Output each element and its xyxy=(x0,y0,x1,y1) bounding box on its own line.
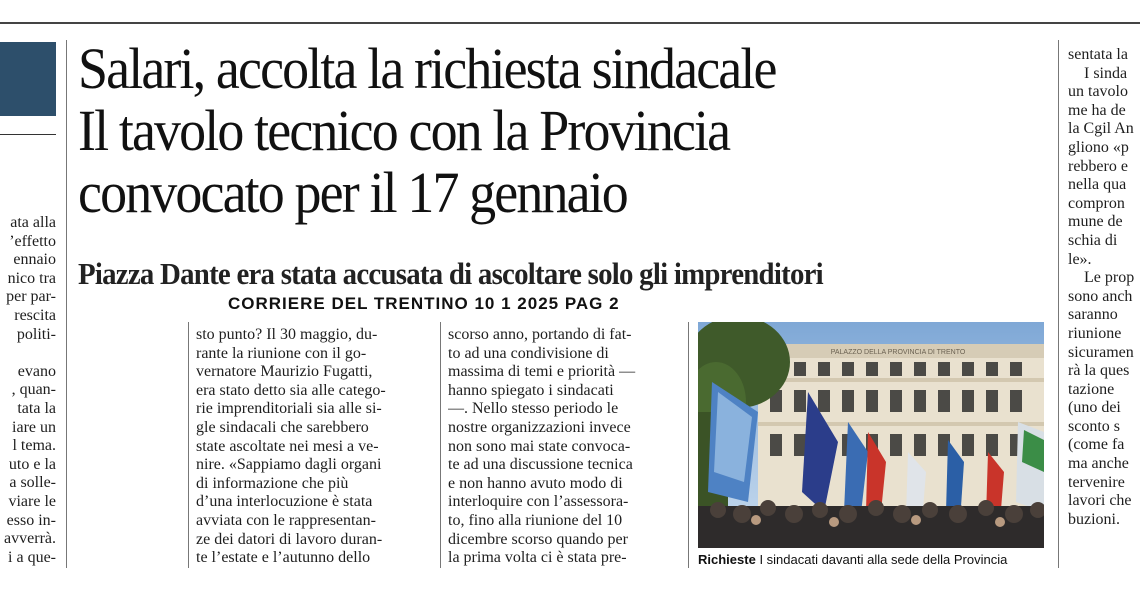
text-line: te l’estate e l’autunno dello xyxy=(196,549,371,567)
text-line: avviata con le rappresentan- xyxy=(196,511,376,529)
article-column-1 xyxy=(196,326,432,568)
text-line: tata la xyxy=(17,399,56,417)
text-line: gliono «p xyxy=(1068,138,1129,156)
building-inscription: PALAZZO DELLA PROVINCIA DI TRENTO xyxy=(830,349,966,356)
text-line: rie imprenditoriali sia alle si- xyxy=(196,400,382,418)
column-rule-1 xyxy=(188,322,189,568)
text-line: vernatore Maurizio Fugatti, xyxy=(196,363,373,381)
text-line: Le prop xyxy=(1084,269,1135,287)
text-line: scorso anno, portando di fat- xyxy=(448,326,632,343)
text-line: to ad una condivisione di xyxy=(448,344,609,362)
text-line: state ascoltate nei mesi a ve- xyxy=(196,437,379,455)
text-line: le». xyxy=(1068,250,1092,268)
headline-line: convocato per il 17 gennaio xyxy=(78,160,627,225)
text-line: rante la riunione con il go- xyxy=(196,344,367,362)
column-rule-left xyxy=(66,40,67,568)
text-line: compron xyxy=(1068,194,1125,212)
text-line: di informazione che più xyxy=(196,474,349,492)
text-line: buzioni. xyxy=(1068,510,1120,528)
text-line: lavori che xyxy=(1068,492,1132,510)
text-line: to, fino alla riunione del 10 xyxy=(448,511,623,529)
text-line: rescita xyxy=(14,306,56,324)
column-rule-2 xyxy=(440,322,441,568)
column-rule-right xyxy=(1058,40,1059,568)
text-line: nella qua xyxy=(1068,176,1127,194)
text-line: interloquire con l’assessora- xyxy=(448,493,629,511)
text-line: ennaio xyxy=(13,251,56,269)
text-line: era stato detto sia alle catego- xyxy=(196,381,386,399)
text-line: avverrà. xyxy=(4,530,56,548)
text-line: riunione xyxy=(1068,324,1122,342)
text-line: la Cgil An xyxy=(1068,120,1134,138)
text-line: ’effetto xyxy=(9,232,56,250)
text-line: d’una interlocuzione è stata xyxy=(196,493,373,511)
text-line: sentata la xyxy=(1068,46,1128,63)
headline-line: Salari, accolta la richiesta sindacale xyxy=(78,36,776,101)
text-line: mune de xyxy=(1068,213,1123,231)
top-rule xyxy=(0,22,1140,24)
text-line: rà la ques xyxy=(1068,362,1130,380)
text-line: , quan- xyxy=(11,381,56,399)
text-line: (uno dei xyxy=(1068,399,1121,417)
text-line: ze dei datori di lavoro duran- xyxy=(196,530,383,548)
text-line: nire. «Sappiamo dagli organi xyxy=(196,456,382,474)
article-column-2 xyxy=(448,326,682,568)
text-line-blank xyxy=(0,344,56,363)
headline-line: Il tavolo tecnico con la Provincia xyxy=(78,98,730,163)
source-credit: CORRIERE DEL TRENTINO 10 1 2025 PAG 2 xyxy=(228,294,620,313)
right-column-fragment xyxy=(1068,46,1140,529)
text-line: sconto s xyxy=(1068,417,1120,435)
left-column-fragment xyxy=(0,214,56,567)
article-photo xyxy=(698,322,1044,548)
text-line: gle sindacali che sarebbero xyxy=(196,418,369,436)
text-line: nico tra xyxy=(7,269,56,287)
text-line: ata alla xyxy=(10,214,56,231)
text-line: l tema. xyxy=(12,437,56,455)
caption-label: Richieste xyxy=(698,552,756,567)
text-line: non sono mai state convoca- xyxy=(448,437,631,455)
text-line: la prima volta ci è stata pre- xyxy=(448,549,627,567)
text-line: viare le xyxy=(8,492,56,510)
text-line: iare un xyxy=(12,418,56,436)
headline xyxy=(78,38,896,224)
text-line: politi- xyxy=(16,325,56,343)
photo-caption xyxy=(698,552,1007,567)
text-line: (come fa xyxy=(1068,436,1125,454)
text-line: saranno xyxy=(1068,306,1118,324)
text-line: —. Nello stesso periodo le xyxy=(448,400,619,418)
section-color-box xyxy=(0,42,56,116)
text-line: dicembre scorso quando per xyxy=(448,530,628,548)
text-line: nostre organizzazioni invece xyxy=(448,418,631,436)
text-line: sicuramen xyxy=(1068,343,1134,361)
text-line: te ad una discussione tecnica xyxy=(448,456,633,474)
caption-text: I sindacati davanti alla sede della Provincia xyxy=(759,552,1008,567)
text-line: I sinda xyxy=(1084,64,1128,82)
text-line: i a que- xyxy=(8,548,56,566)
column-rule-3 xyxy=(688,322,689,568)
text-line: e non hanno avuto modo di xyxy=(448,474,623,492)
text-line: ma anche xyxy=(1068,455,1129,473)
text-line: uto e la xyxy=(8,455,56,473)
text-line: evano xyxy=(17,362,56,380)
text-line: tervenire xyxy=(1068,473,1125,491)
subheadline: Piazza Dante era stata accusata di ascoltare solo gli imprenditori xyxy=(78,256,823,291)
left-rule xyxy=(0,134,56,135)
text-line: sto punto? Il 30 maggio, du- xyxy=(196,326,378,343)
text-line: schia di xyxy=(1068,231,1118,249)
text-line: sono anch xyxy=(1068,287,1133,305)
text-line: per par- xyxy=(6,288,56,306)
text-line: esso in- xyxy=(6,511,56,529)
text-line: un tavolo xyxy=(1068,83,1128,101)
text-line: massima di temi e priorità — xyxy=(448,363,636,381)
text-line: rebbero e xyxy=(1068,157,1128,175)
text-line: a solle- xyxy=(9,474,56,492)
text-line: tazione xyxy=(1068,380,1115,398)
text-line: hanno spiegato i sindacati xyxy=(448,381,614,399)
text-line: me ha de xyxy=(1068,101,1126,119)
